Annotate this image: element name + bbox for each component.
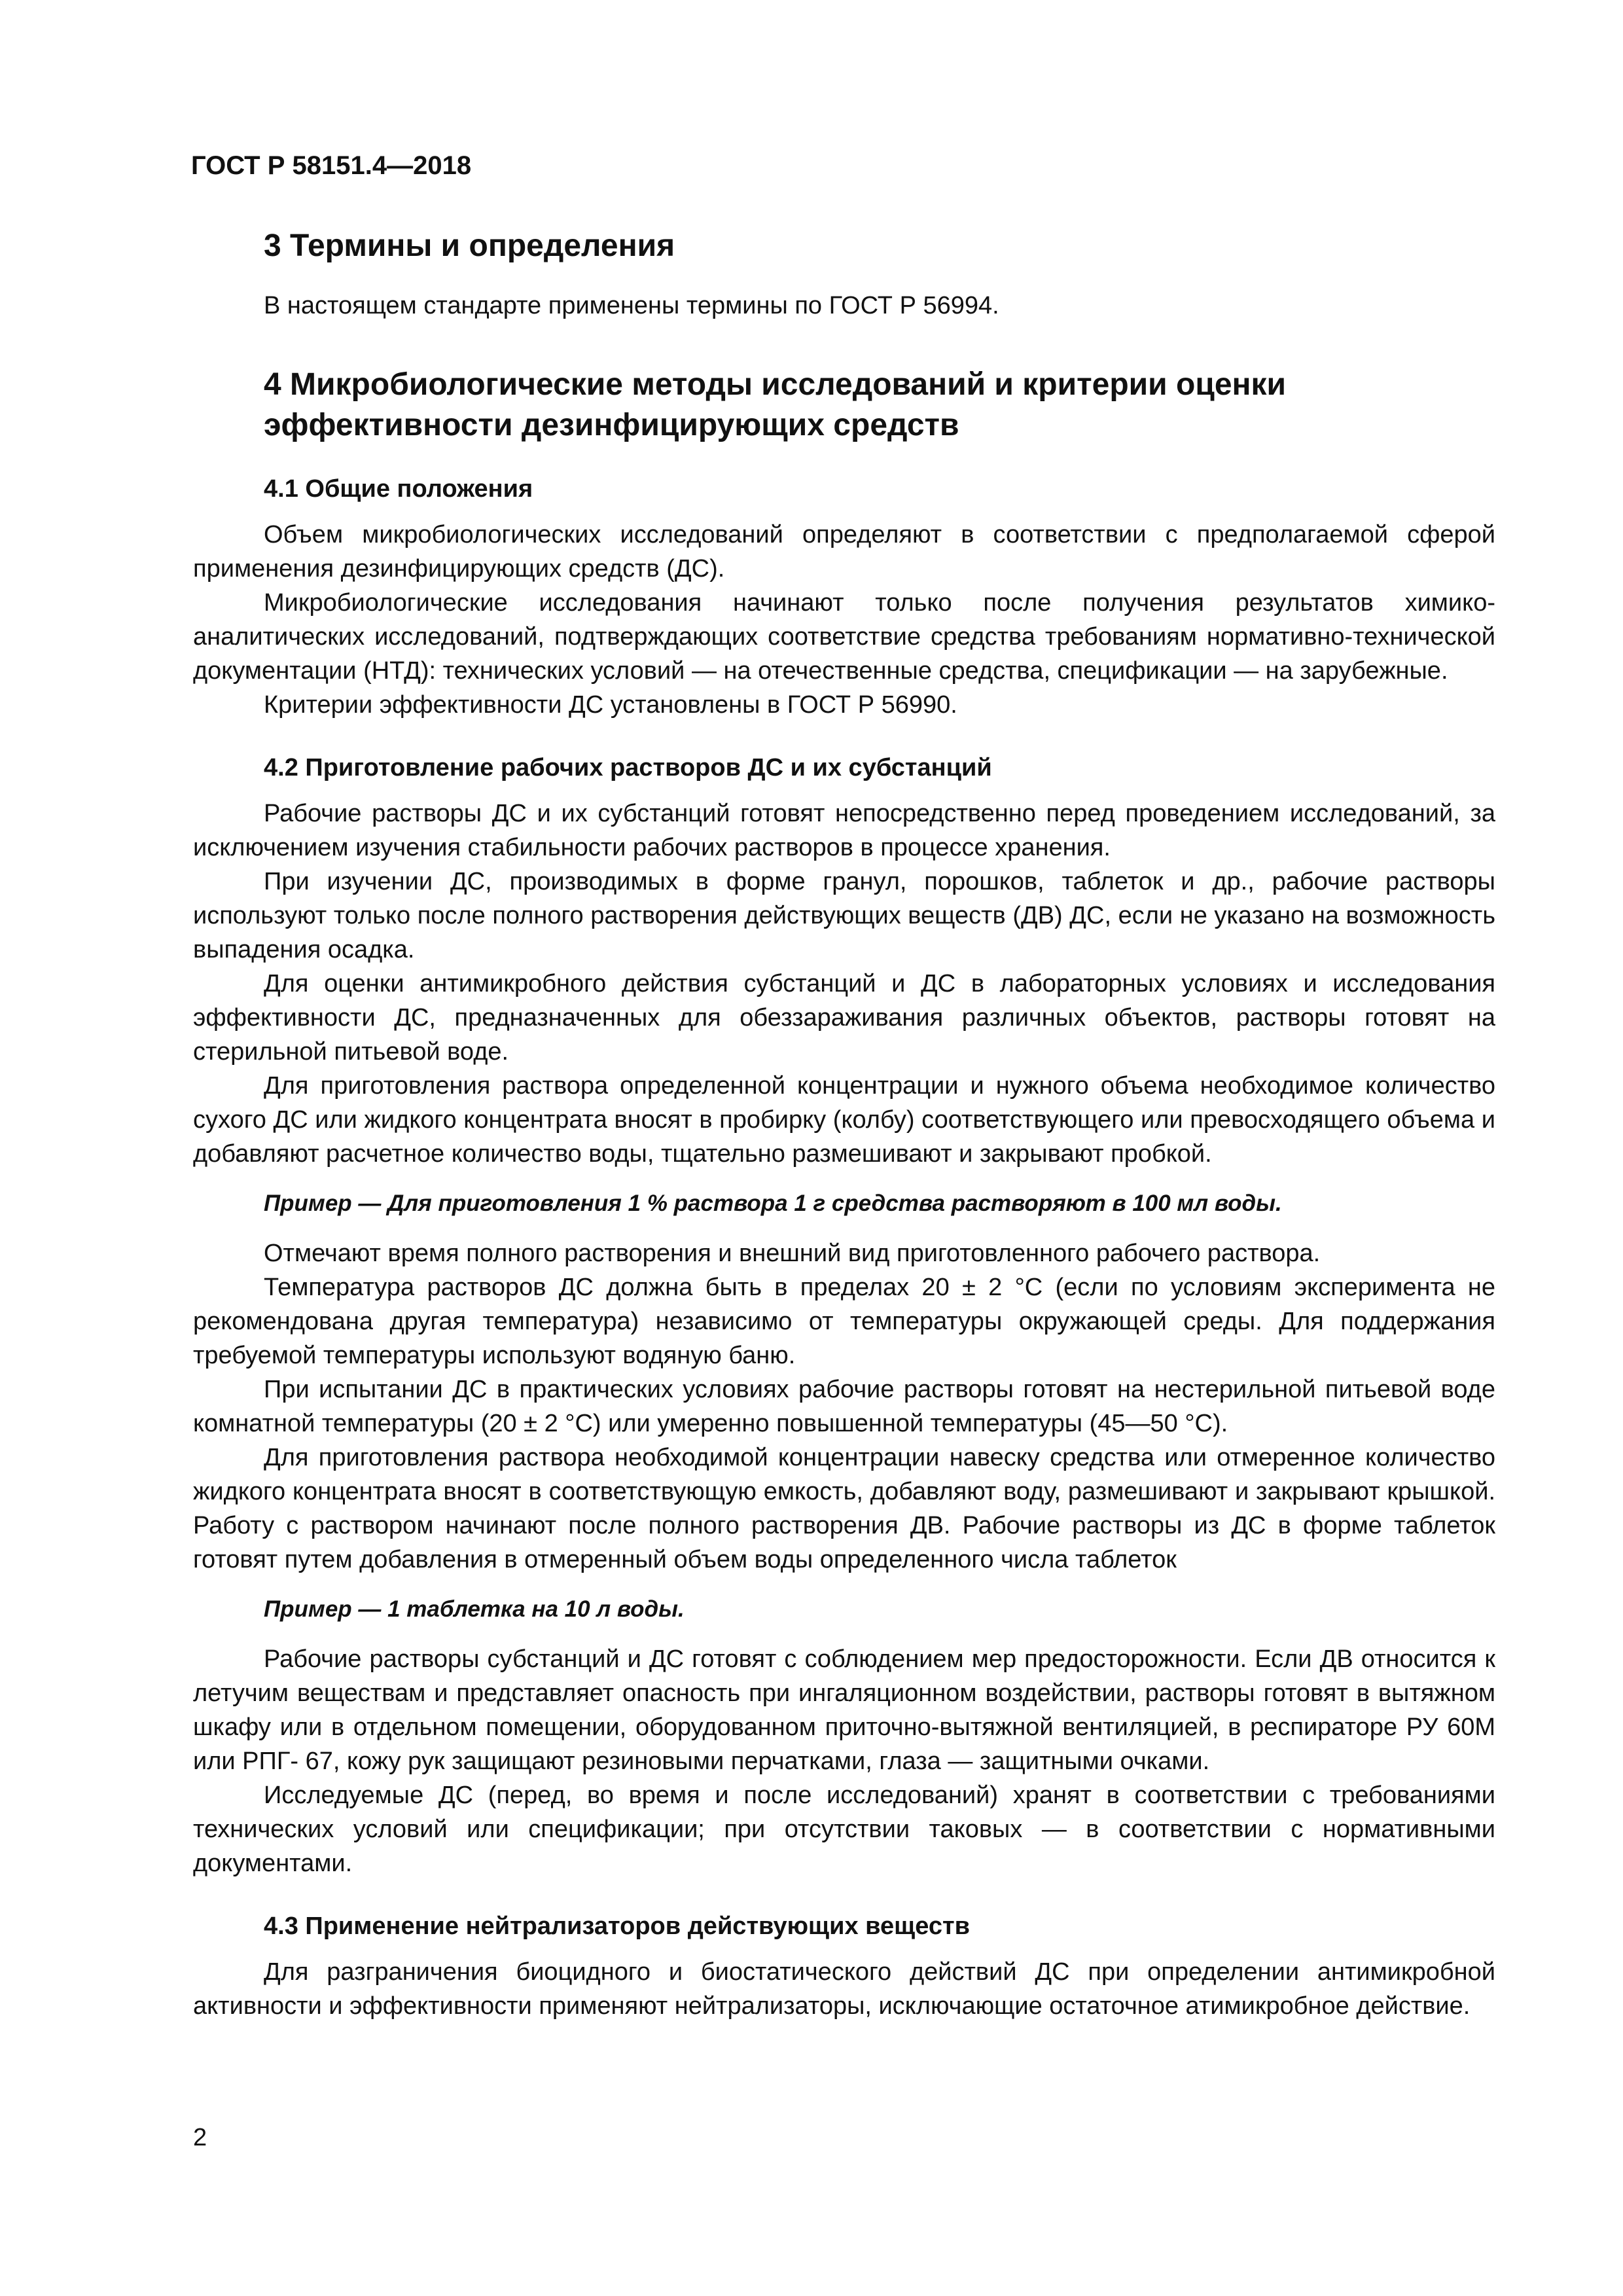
subsection-4-3-title: 4.3 Применение нейтрализаторов действующих веществ (264, 1912, 970, 1940)
section-3-paragraph: В настоящем стандарте применены термины по ГОСТ Р 56994. (264, 292, 999, 319)
paragraph: Исследуемые ДС (перед, во время и после исследований) хранят в соответствии с требованиями технических условий или спецификации; при отсутствии таковых — в соответствии с нормативными документами. (193, 1782, 1495, 1877)
section-3-title: 3 Термины и определения (264, 228, 675, 263)
paragraph: При изучении ДС, производимых в форме гранул, порошков, таблеток и др., рабочие растворы используют только после полного растворения действующих веществ (ДВ) ДС, если не указано на возможность выпадения осадка. (193, 868, 1495, 963)
paragraph: Отмечают время полного растворения и внешний вид приготовленного рабочего раствора. (264, 1240, 1321, 1267)
paragraph: Температура растворов ДС должна быть в пределах 20 ± 2 °С (если по условиям эксперимента не рекомендована другая температура) независимо от температуры окружающей среды. Для поддержания требуемой температуры используют водяную баню. (193, 1274, 1495, 1369)
paragraph: Для разграничения биоцидного и биостатического действий ДС при определении антимикробной активности и эффективности применяют нейтрализаторы, исключающие остаточное атимикробное действие. (193, 1958, 1495, 2020)
example-note: Пример — 1 таблетка на 10 л воды. (264, 1596, 685, 1622)
paragraph: Микробиологические исследования начинают только после получения результатов химико-аналитических исследований, подтверждающих соответствие средства требованиям нормативно-технической документации (НТД): технических условий — на отечественные средства, спецификации — на зарубежные. (193, 589, 1495, 685)
subsection-4-1-title: 4.1 Общие положения (264, 475, 533, 503)
paragraph: Рабочие растворы субстанций и ДС готовят с соблюдением мер предосторожности. Если ДВ относится к летучим веществам и представляет опасность при ингаляционном воздействии, растворы готовят в вытяжном шкафу или в отдельном помещении, оборудованном приточно-вытяжной вентиляцией, в респираторе РУ 60М или РПГ- 67, кожу рук защищают резиновыми перчатками, глаза — защитными очками. (193, 1645, 1495, 1775)
paragraph: Критерии эффективности ДС установлены в ГОСТ Р 56990. (264, 691, 957, 719)
paragraph: Для оценки антимикробного действия субстанций и ДС в лабораторных условиях и исследования эффективности ДС, предназначенных для обеззараживания различных объектов, растворы готовят на стерильной питьевой воде. (193, 970, 1495, 1066)
document-code: ГОСТ Р 58151.4—2018 (191, 151, 472, 180)
paragraph: Для приготовления раствора определенной концентрации и нужного объема необходимое количество сухого ДС или жидкого концентрата вносят в пробирку (колбу) соответствующего или превосходящего объема и добавляют расчетное количество воды, тщательно размешивают и закрывают пробкой. (193, 1072, 1495, 1168)
paragraph: Рабочие растворы ДС и их субстанций готовят непосредственно перед проведением исследований, за исключением изучения стабильности рабочих растворов в процессе хранения. (193, 800, 1495, 861)
section-4-title: 4 Микробиологические методы исследований и критерии оценки эффективности дезинфицирующих средств (264, 367, 1287, 442)
page-number: 2 (193, 2124, 207, 2151)
paragraph: При испытании ДС в практических условиях рабочие растворы готовят на нестерильной питьевой воде комнатной температуры (20 ± 2 °С) или умеренно повышенной температуры (45—50 °С). (193, 1376, 1495, 1437)
example-note: Пример — Для приготовления 1 % раствора 1 г средства растворяют в 100 мл воды. (264, 1191, 1282, 1216)
subsection-4-2-title: 4.2 Приготовление рабочих растворов ДС и их субстанций (264, 754, 992, 781)
paragraph: Для приготовления раствора необходимой концентрации навеску средства или отмеренное количество жидкого концентрата вносят в соответствующую емкость, добавляют воду, размешивают и закрывают крышкой. Работу с раствором начинают после полного растворения ДВ. Рабочие растворы из ДС в форме таблеток готовят путем добавления в отмеренный объем воды определенного числа таблеток (193, 1444, 1495, 1573)
paragraph: Объем микробиологических исследований определяют в соответствии с предполагаемой сферой применения дезинфицирующих средств (ДС). (193, 521, 1495, 583)
